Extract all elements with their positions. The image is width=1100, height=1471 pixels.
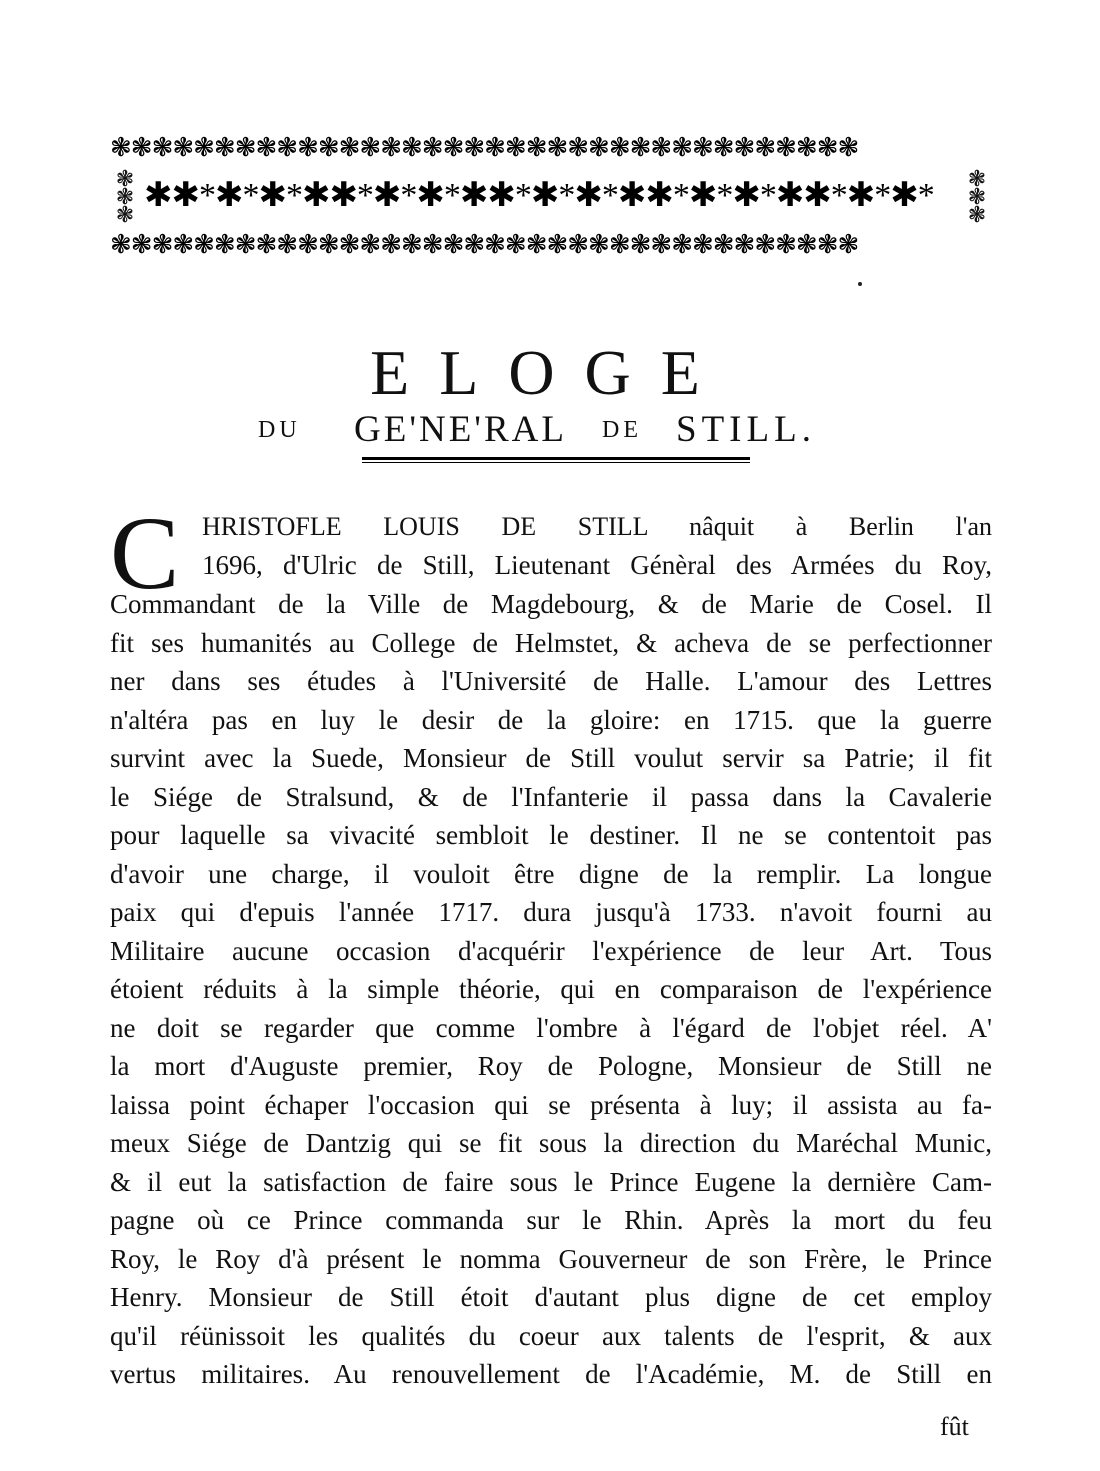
text-line: Commandant de la Ville de Magdebourg, & de Marie de Cosel. Il bbox=[110, 589, 992, 619]
text-line: laissa point échaper l'occasion qui se présenta à luy; il assista au fa- bbox=[110, 1090, 992, 1120]
ornament-left-column: ❃ ❃ ❃ bbox=[115, 166, 135, 227]
ornamental-headpiece bbox=[110, 128, 992, 264]
text-line: le Siége de Stralsund, & de l'Infanterie il passa dans la Cavalerie bbox=[110, 782, 992, 812]
text-line: ne doit se regarder que comme l'ombre à l'égard de l'objet réel. A' bbox=[110, 1013, 992, 1043]
text-line: Roy, le Roy d'à présent le nomma Gouverneur de son Frère, le Prince bbox=[110, 1244, 992, 1274]
printer-mark bbox=[858, 282, 862, 286]
text-line: Henry. Monsieur de Still étoit d'autant plus digne de cet employ bbox=[110, 1282, 992, 1312]
text-line: pagne où ce Prince commanda sur le Rhin. Après la mort du feu bbox=[110, 1205, 992, 1235]
text-line: n'altéra pas en luy le desir de la gloire: en 1715. que la guerre bbox=[110, 705, 992, 735]
drop-cap: C bbox=[110, 496, 180, 611]
text-line: Militaire aucune occasion d'acquérir l'expérience de leur Art. Tous bbox=[110, 936, 992, 966]
ornament-top-row: ❃❃❃❃❃❃❃❃❃❃❃❃❃❃❃❃❃❃❃❃❃❃❃❃❃❃❃❃❃❃❃❃❃❃❃❃ bbox=[110, 133, 859, 162]
text-line: paix qui d'epuis l'année 1717. dura jusqu'à 1733. n'avoit fourni au bbox=[110, 897, 992, 927]
text-line: vertus militaires. Au renouvellement de l'Académie, M. de Still en bbox=[110, 1359, 992, 1389]
text-line: ner dans ses études à l'Université de Halle. L'amour des Lettres bbox=[110, 666, 992, 696]
ornament-middle-row: ✱✱*✱*✱*✱✱*✱*✱*✱✱*✱*✱*✱✱*✱*✱*✱✱*✱*✱* bbox=[144, 177, 934, 214]
text-line: qu'il réünissoit les qualités du coeur aux talents de l'esprit, & aux bbox=[110, 1321, 992, 1351]
text-line: meux Siége de Dantzig qui se fit sous la direction du Maréchal Munic, bbox=[110, 1128, 992, 1158]
title-rule bbox=[362, 457, 750, 460]
ornament-right-column: ❃ ❃ ❃ bbox=[967, 166, 987, 227]
text-line: 1696, d'Ulric de Still, Lieutenant Génèral des Armées du Roy, bbox=[202, 550, 992, 580]
text-line: étoient réduits à la simple théorie, qui en comparaison de l'expérience bbox=[110, 974, 992, 1004]
title-rule-thin bbox=[362, 462, 750, 463]
text-line: survint avec la Suede, Monsieur de Still voulut servir sa Patrie; il fit bbox=[110, 743, 992, 773]
text-line: fit ses humanités au College de Helmstet, & acheva de se perfectionner bbox=[110, 628, 992, 658]
text-line: HRISTOFLE LOUIS DE STILL nâquit à Berlin l'an bbox=[202, 512, 992, 541]
page-title: ELOGE bbox=[370, 337, 730, 408]
page-subtitle bbox=[258, 405, 838, 455]
text-line: la mort d'Auguste premier, Roy de Pologne, Monsieur de Still ne bbox=[110, 1051, 992, 1081]
subtitle-du: DU bbox=[258, 417, 301, 443]
subtitle-general: GE'NE'RAL bbox=[354, 409, 567, 450]
text-line: pour laquelle sa vivacité sembloit le destiner. Il ne se contentoit pas bbox=[110, 820, 992, 850]
subtitle-still: STILL. bbox=[676, 409, 816, 450]
text-line: d'avoir une charge, il vouloit être digne de la remplir. La longue bbox=[110, 859, 992, 889]
text-line: & il eut la satisfaction de faire sous le Prince Eugene la dernière Cam- bbox=[110, 1167, 992, 1197]
subtitle-de: DE bbox=[602, 417, 642, 443]
catchword: fût bbox=[940, 1412, 969, 1441]
ornament-bottom-row: ❃❃❃❃❃❃❃❃❃❃❃❃❃❃❃❃❃❃❃❃❃❃❃❃❃❃❃❃❃❃❃❃❃❃❃❃ bbox=[110, 230, 859, 259]
